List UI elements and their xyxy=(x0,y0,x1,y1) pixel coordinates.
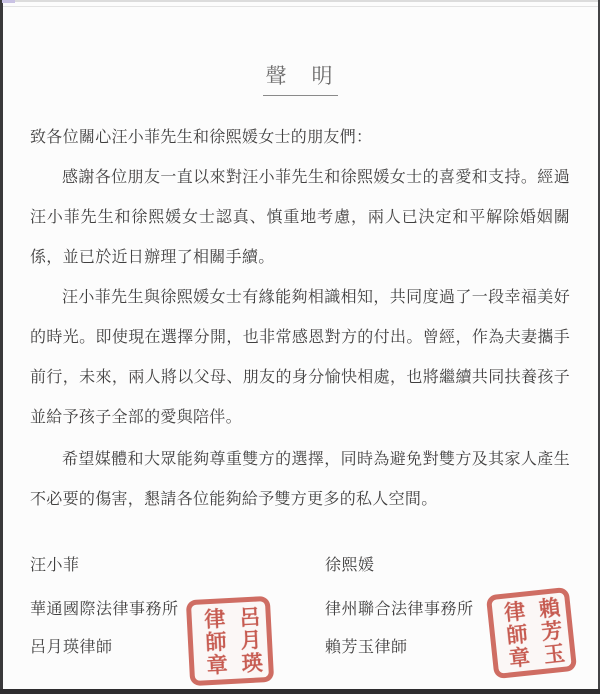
signature-right-party-name: 徐熙媛 xyxy=(325,557,375,574)
scan-artifact-top-left xyxy=(2,0,15,3)
paragraph-1: 感謝各位朋友一直以來對汪小菲先生和徐熙媛女士的喜愛和支持。經過汪小菲先生和徐熙媛女士認真、慎重地考慮，兩人已決定和平解除婚姻關係，並已於近日辦理了相關手續。 xyxy=(30,169,570,266)
scan-line-top xyxy=(3,6,598,7)
scan-border-left xyxy=(0,0,3,694)
document-title-text: 聲 明 xyxy=(263,60,338,96)
signature-right-law-firm: 律州聯合法律事務所 xyxy=(325,601,474,618)
signature-left-lawyer-name: 呂月瑛律師 xyxy=(30,639,113,656)
red-seal-stamp-left-text: 呂月瑛律師章 xyxy=(201,605,264,678)
red-seal-stamp-right-text: 賴芳玉律師章 xyxy=(500,595,567,671)
signature-right-lawyer-name: 賴芳玉律師 xyxy=(325,639,408,656)
red-seal-stamp-right xyxy=(486,587,577,679)
document-title xyxy=(0,60,600,96)
signature-left-law-firm: 華通國際法律事務所 xyxy=(30,601,179,618)
scan-border-top xyxy=(3,0,598,2)
scan-border-bottom xyxy=(0,689,600,694)
signature-left-party-name: 汪小菲 xyxy=(30,557,80,574)
red-seal-stamp-left xyxy=(186,596,274,686)
salutation-line: 致各位關心汪小菲先生和徐熙媛女士的朋友們： xyxy=(30,129,373,146)
paragraph-3: 希望媒體和大眾能夠尊重雙方的選擇，同時為避免對雙方及其家人產生不必要的傷害，懇請各位能夠給予雙方更多的私人空間。 xyxy=(30,451,570,508)
paragraph-2: 汪小菲先生與徐熙媛女士有緣能夠相識相知，共同度過了一段幸福美好的時光。即使現在選擇分開，也非常感恩對方的付出。曾經，作為夫妻攜手前行，未來，兩人將以父母、朋友的身分愉快相處，也將繼續共同扶養孩子並給予孩子全部的愛與陪伴。 xyxy=(30,289,570,426)
